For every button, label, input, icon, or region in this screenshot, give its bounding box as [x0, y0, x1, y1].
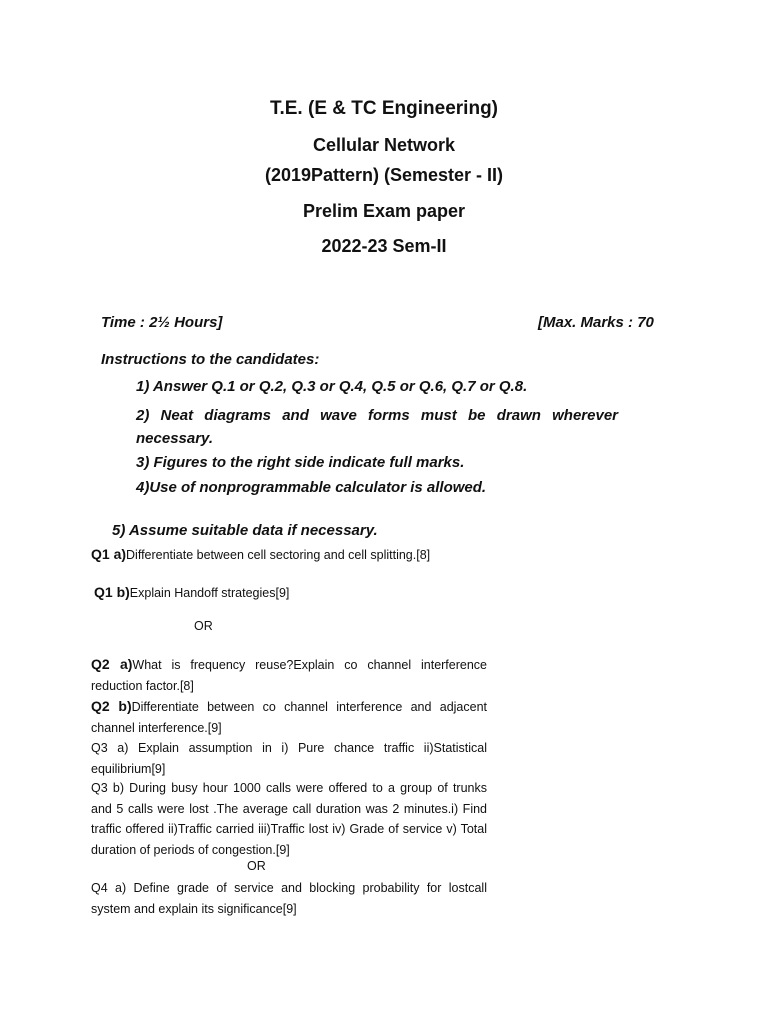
instruction-item: 1) Answer Q.1 or Q.2, Q.3 or Q.4, Q.5 or Q.6, Q.7 or Q.8. [136, 378, 528, 395]
question-q2a [91, 654, 487, 696]
question-label: Q2 b) [91, 698, 132, 714]
instruction-item: 4)Use of nonprogrammable calculator is allowed. [136, 479, 487, 496]
or-separator: OR [247, 859, 266, 873]
instruction-item: 3) Figures to the right side indicate full marks. [136, 454, 465, 471]
time-allowed: Time : 2½ Hours] [101, 314, 223, 331]
course-title [0, 98, 768, 120]
instruction-item: 5) Assume suitable data if necessary. [112, 522, 378, 539]
question-text: What is frequency reuse?Explain co channel interference reduction factor.[8] [91, 658, 487, 693]
instructions-heading: Instructions to the candidates: [101, 351, 320, 368]
instruction-item: 2) Neat diagrams and wave forms must be drawn wherever necessary. [136, 407, 618, 447]
question-q4a: Q4 a) Define grade of service and blocking probability for lostcall system and explain its significance[9] [91, 881, 487, 916]
session-title: 2022-23 Sem-II [321, 236, 447, 256]
question-q3b: Q3 b) During busy hour 1000 calls were offered to a group of trunks and 5 calls were lost .The average call duration was 2 minutes.i) Find traffic offered ii)Traffic carried iii)Traffic lost iv) Grade of service v) Total duration of periods of congestion.[9] [91, 781, 487, 857]
or-separator: OR [194, 619, 213, 633]
course-prefix: T.E. [269, 98, 303, 119]
question-q3a: Q3 a) Explain assumption in i) Pure chance traffic ii)Statistical equilibrium[9] [91, 741, 487, 776]
question-text: Differentiate between cell sectoring and cell splitting.[8] [126, 548, 431, 562]
question-q1b [94, 582, 289, 604]
question-label: Q2 a) [91, 656, 133, 672]
question-q1a [91, 544, 430, 566]
question-text: Explain Handoff strategies[9] [129, 586, 290, 600]
exam-title: Prelim Exam paper [302, 201, 466, 221]
course-branch: (E & TC Engineering) [308, 98, 498, 119]
question-label: Q1 a) [91, 546, 127, 562]
question-q2b [91, 696, 487, 738]
pattern-line: (2019Pattern) (Semester - II) [264, 165, 504, 185]
subject-title: Cellular Network [312, 135, 456, 155]
max-marks: [Max. Marks : 70 [538, 314, 654, 331]
question-text: Differentiate between co channel interference and adjacent channel interference.[9] [91, 700, 487, 735]
question-label: Q1 b) [94, 584, 130, 600]
